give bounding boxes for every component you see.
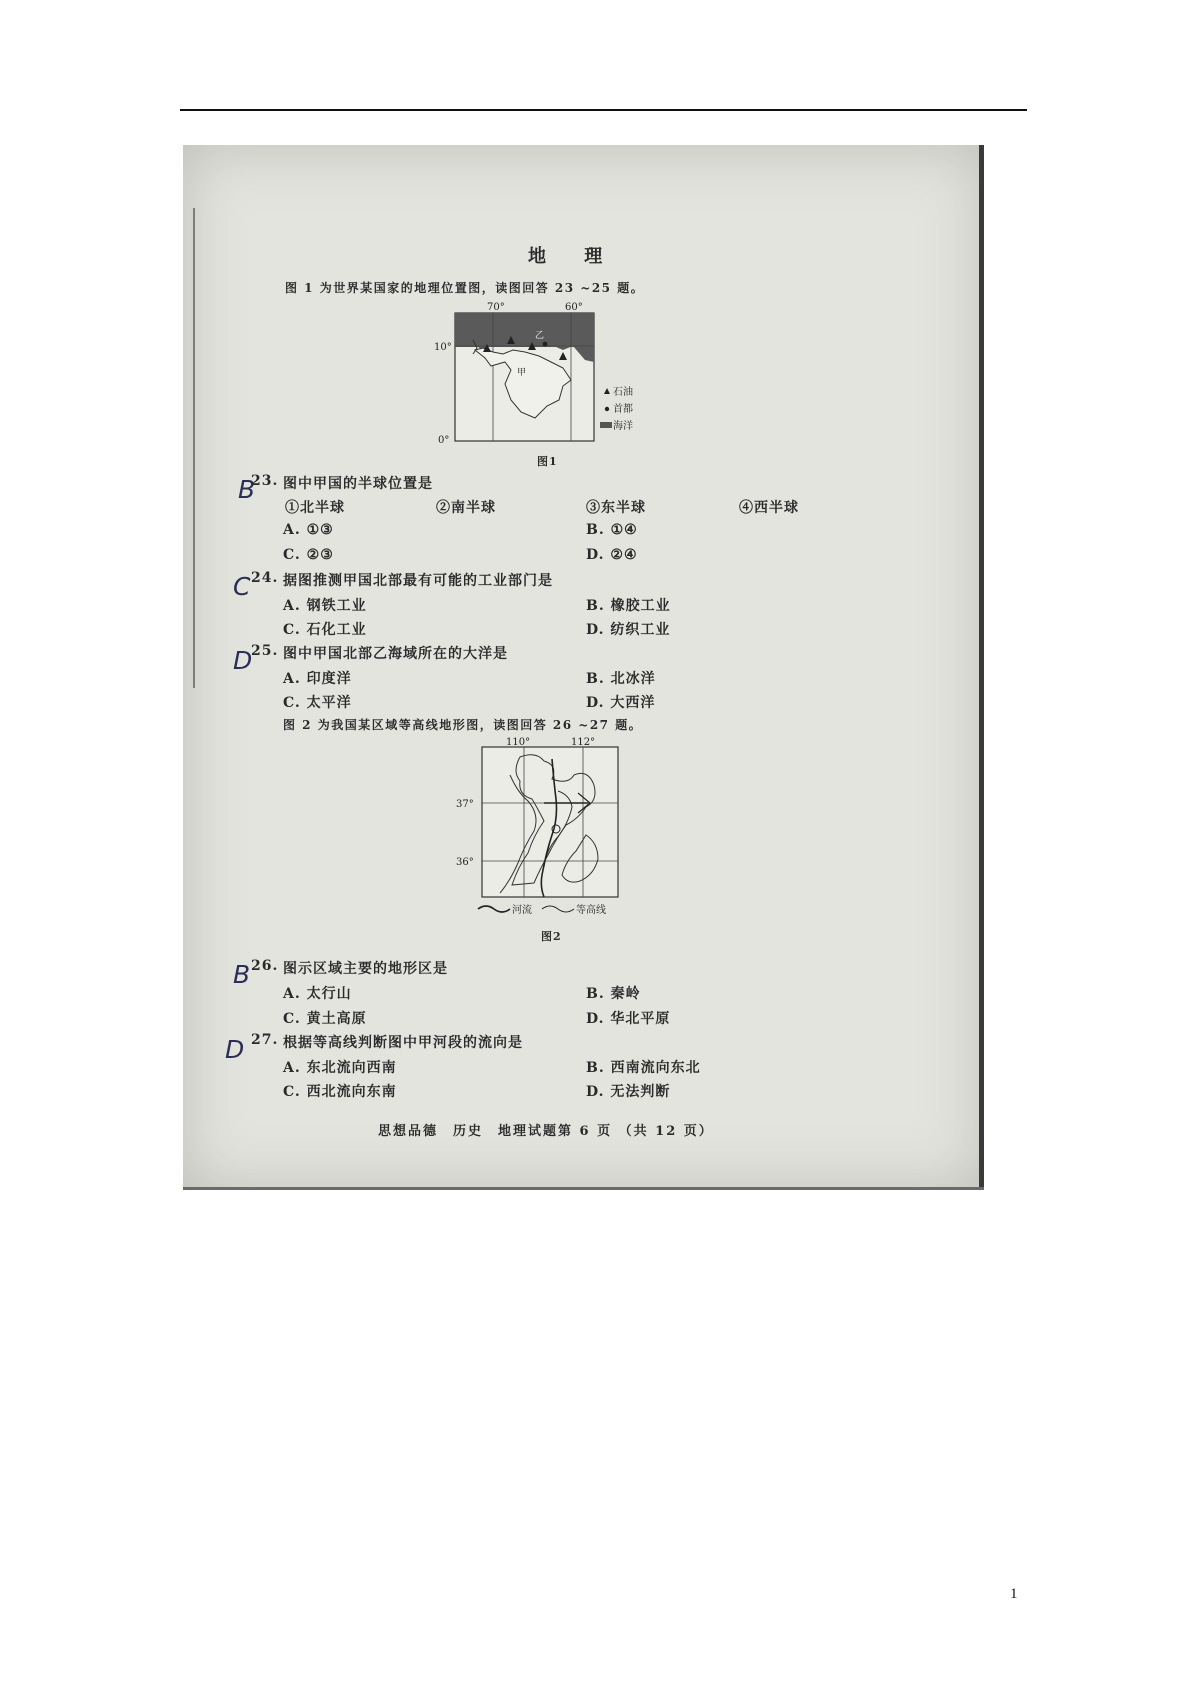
question-23-option-d: D. ②④ (586, 547, 638, 563)
question-27-option-b: B. 西南流向东北 (586, 1060, 701, 1076)
scan-shadow-right (979, 145, 984, 1190)
question-24-stem: 据图推测甲国北部最有可能的工业部门是 (283, 573, 553, 589)
question-26-option-a: A. 太行山 (283, 986, 352, 1002)
question-25-option-b: B. 北冰洋 (586, 671, 656, 687)
question-27-option-d: D. 无法判断 (586, 1084, 671, 1100)
handwritten-answer-23: B (238, 475, 256, 504)
page-number: 1 (1010, 1586, 1018, 1602)
figure2-caption: 图2 (541, 930, 562, 943)
scan-shadow-left (193, 208, 195, 688)
lat-label-36: 36° (456, 857, 474, 868)
contour-icon (542, 906, 574, 912)
question-24-option-b: B. 橡胶工业 (586, 598, 671, 614)
exam-footer: 思想品德 历史 地理试题第 6 页 （共 12 页） (378, 1124, 714, 1139)
question-27-stem: 根据等高线判断图中甲河段的流向是 (283, 1035, 523, 1051)
question-23-item-2: ②南半球 (436, 500, 496, 516)
legend-river-label: 河流 (512, 905, 532, 916)
handwritten-answer-24: C (233, 572, 251, 601)
question-26-option-c: C. 黄土高原 (283, 1011, 367, 1027)
question-23-option-c: C. ②③ (283, 547, 334, 563)
question-25-option-d: D. 大西洋 (586, 695, 656, 711)
question-26-number: 26. (251, 958, 279, 974)
ocean-swatch (600, 422, 612, 428)
lon-label-70: 70° (487, 302, 505, 313)
lat-label-37: 37° (456, 799, 474, 810)
legend-contour-label: 等高线 (576, 905, 606, 916)
legend-ocean-label: 海洋 (613, 421, 633, 432)
legend-capital-label: 首都 (613, 404, 633, 415)
handwritten-answer-26: B (233, 960, 251, 989)
question-23-option-b: B. ①④ (586, 522, 638, 538)
figure1-map (413, 300, 643, 450)
oil-icon (604, 388, 610, 394)
figure2-contour-map (448, 735, 628, 920)
capital-icon (605, 407, 609, 411)
question-24-option-d: D. 纺织工业 (586, 622, 671, 638)
question-23-stem: 图中甲国的半球位置是 (283, 476, 433, 492)
question-24-option-a: A. 钢铁工业 (283, 598, 367, 614)
question-23-option-a: A. ①③ (283, 522, 334, 538)
header-rule (180, 109, 1027, 111)
question-23-number: 23. (251, 473, 279, 489)
sea-label: 乙 (535, 331, 545, 341)
question-27-number: 27. (251, 1032, 279, 1048)
legend-oil-label: 石油 (613, 387, 633, 398)
question-26-option-b: B. 秦岭 (586, 986, 641, 1002)
question-26-option-d: D. 华北平原 (586, 1011, 671, 1027)
question-27-option-c: C. 西北流向东南 (283, 1084, 397, 1100)
question-23-item-1: ①北半球 (285, 500, 345, 516)
lat-label-10: 10° (434, 342, 452, 353)
question-23-item-4: ④西半球 (739, 500, 799, 516)
figure1-caption: 图1 (537, 455, 558, 468)
handwritten-answer-25: D (233, 646, 253, 675)
capital-icon (543, 342, 548, 347)
handwritten-answer-27: D (225, 1035, 245, 1064)
exam-title: 地 理 (528, 246, 619, 267)
question-25-option-c: C. 太平洋 (283, 695, 352, 711)
question-23-item-3: ③东半球 (586, 500, 646, 516)
question-27-option-a: A. 东北流向西南 (283, 1060, 397, 1076)
sea-region (455, 313, 594, 347)
question-25-stem: 图中甲国北部乙海域所在的大洋是 (283, 646, 508, 662)
lon-label-110: 110° (506, 737, 531, 748)
figure2-intro: 图 2 为我国某区域等高线地形图，读图回答 26 ~27 题。 (283, 718, 643, 732)
lon-label-112: 112° (571, 737, 596, 748)
question-25-number: 25. (251, 643, 279, 659)
question-25-option-a: A. 印度洋 (283, 671, 352, 687)
scanned-exam-page (183, 145, 984, 1190)
lat-label-0: 0° (438, 435, 450, 446)
lon-label-60: 60° (565, 302, 583, 313)
country-label: 甲 (517, 368, 527, 378)
scan-shadow-bottom (183, 1187, 984, 1190)
question-24-number: 24. (251, 570, 279, 586)
question-24-option-c: C. 石化工业 (283, 622, 367, 638)
river-icon (478, 906, 510, 912)
figure1-intro: 图 1 为世界某国家的地理位置图，读图回答 23 ~25 题。 (285, 281, 645, 295)
question-26-stem: 图示区域主要的地形区是 (283, 961, 448, 977)
